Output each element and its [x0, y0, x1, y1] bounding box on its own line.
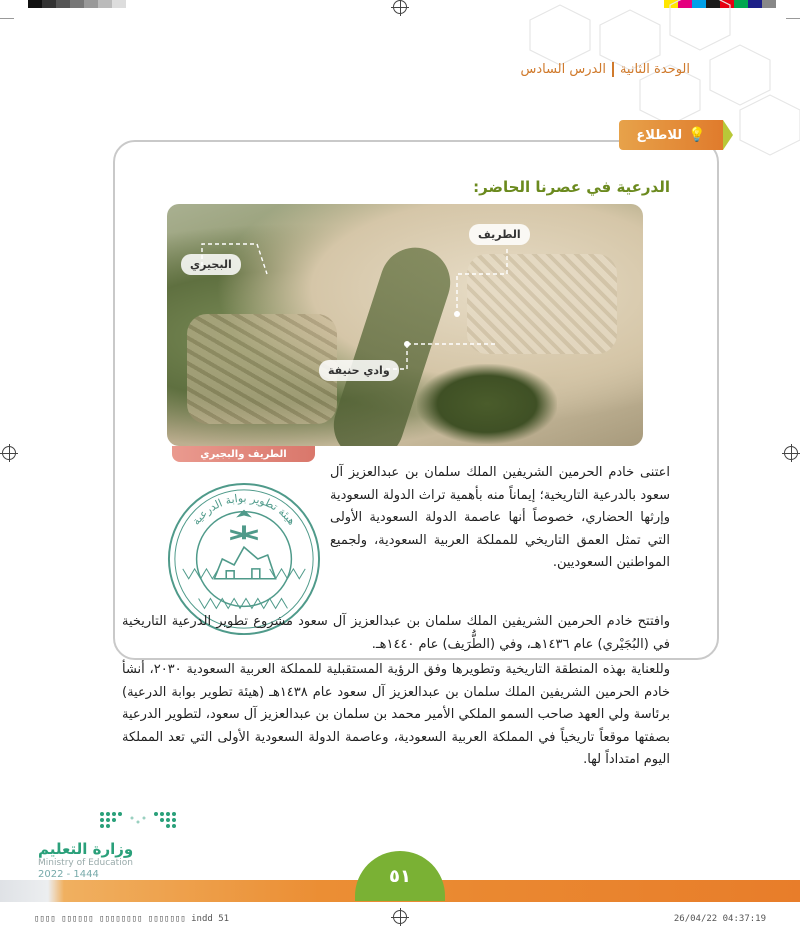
lightbulb-icon: 💡: [688, 127, 706, 143]
print-slug-left: ▯▯▯▯ ▯▯▯▯▯▯ ▯▯▯▯▯▯▯▯ ▯▯▯▯▯▯▯ indd 51: [34, 914, 230, 924]
paragraph-1: اعتنى خادم الحرمين الشريفين الملك سلمان بن عبدالعزيز آل سعود بالدرعية التاريخية؛ إيماناً منه بأهمية تراث الدولة السعودية وإرثها الحضاري، خصوصاً أنها عاصمة الدولة السعودية الأولى التي تمثل العمق التاريخي للمملكة العربية السعودية، ولجميع المواطنين السعوديين.: [330, 465, 670, 570]
file-name: indd 51: [191, 914, 230, 924]
info-tag: [619, 120, 723, 150]
header-separator: [612, 62, 614, 77]
photo-leader-lines: [167, 204, 643, 446]
svg-text:هيئة تطوير بوابة الدرعية: [190, 492, 299, 528]
running-header: [520, 62, 690, 77]
crop-mark: [0, 18, 14, 19]
registration-mark-icon: [2, 446, 16, 460]
registration-mark-icon: [393, 910, 407, 924]
unit-label: الوحدة الثانية: [619, 62, 690, 77]
registration-mark-icon: [784, 446, 798, 460]
lesson-label: الدرس السادس: [520, 62, 606, 77]
ministry-logo: [38, 840, 133, 880]
ministry-name-english: Ministry of Education: [38, 858, 133, 868]
aerial-photo-diriyah: [167, 204, 643, 446]
ministry-name-arabic: وزارة التعليم: [38, 840, 134, 858]
seal-ring-text: هيئة تطوير بوابة الدرعية: [189, 491, 299, 528]
page-number: ٥١: [355, 851, 445, 901]
gray-calibration-strip: [28, 0, 126, 8]
edition-year: 2022 - 1444: [38, 869, 99, 880]
photo-label-wadi-hanifa: وادي حنيفة: [319, 360, 399, 381]
photo-label-turaif: الطريف: [469, 224, 530, 245]
photo-label-bujairi: البجيري: [181, 254, 241, 275]
paragraph-2: وافتتح خادم الحرمين الشريفين الملك سلمان بن عبدالعزيز آل سعود مشروع تطوير الدرعية التاريخية في (البُجَيْري) عام ١٤٣٦هـ، وفي (الطُّرَيف) عام ١٤٤٠هـ.: [122, 614, 670, 652]
registration-mark-icon: [393, 0, 407, 14]
print-slug-right: 26/04/22 04:37:19: [673, 914, 766, 924]
paragraph-3: وللعناية بهذه المنطقة التاريخية وتطويرها وفق الرؤية المستقبلية للمملكة العربية السعودية ٢٠٣٠، أنشأ خادم الحرمين الشريفين الملك سلمان بن عبدالعزيز آل سعود عام ١٤٣٨هـ (هيئة تطوير بوابة الدرعية) برئاسة ولي العهد صاحب السمو الملكي الأمير محمد بن سلمان بن عبدالعزيز آل سعود، لتطوير الدرعية بصفتها موقعاً تاريخياً في المملكة العربية السعودية، وعاصمة الدولة السعودية الأولى التي تعد المملكة اليوم امتداداً لها.: [122, 662, 670, 767]
section-title: الدرعية في عصرنا الحاضر:: [473, 178, 670, 196]
ministry-logo-dots-icon: [96, 810, 186, 834]
photo-caption: الطريف والبجيري: [172, 446, 315, 462]
info-tag-label: للاطلاع: [636, 127, 683, 143]
